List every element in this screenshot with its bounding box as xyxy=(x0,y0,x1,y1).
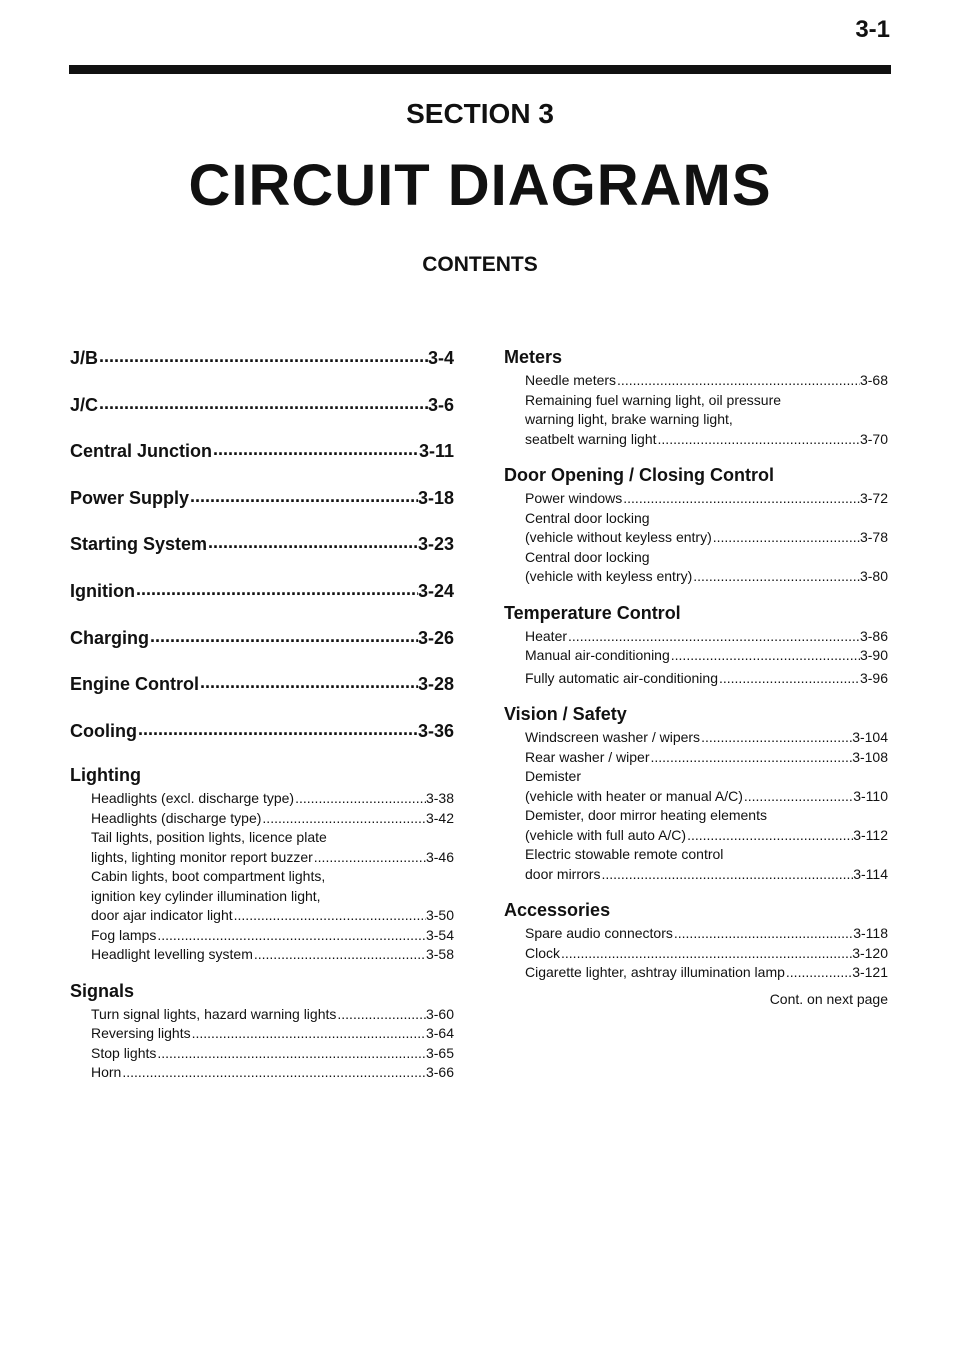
toc-entry-page: 3-96 xyxy=(859,669,888,686)
toc-sub-entry[interactable] xyxy=(91,848,454,868)
toc-sub-entry[interactable] xyxy=(525,924,888,944)
leader-dots xyxy=(253,945,426,959)
toc-entry-page: 3-60 xyxy=(425,1005,454,1022)
toc-sub-entry[interactable] xyxy=(525,826,888,846)
toc-group-heading: Door Opening / Closing Control xyxy=(504,465,774,485)
toc-sub-entry[interactable] xyxy=(525,567,888,587)
toc-entry-page: 3-66 xyxy=(425,1064,454,1081)
toc-entry-label: Headlights (discharge type) xyxy=(91,809,262,826)
toc-entry-label: lights, lighting monitor report buzzer xyxy=(91,848,313,865)
toc-sub-line: Central door locking xyxy=(525,548,650,565)
toc-entry-label: Ignition xyxy=(70,580,135,601)
toc-entry-page: 3-114 xyxy=(853,865,888,882)
leader-dots xyxy=(657,430,860,444)
toc-entry[interactable] xyxy=(70,439,454,486)
leader-dots xyxy=(156,1044,426,1058)
toc-sub-entry[interactable] xyxy=(91,1024,454,1044)
toc-sub-entry[interactable] xyxy=(525,944,888,964)
toc-sub-entry[interactable] xyxy=(91,1063,454,1083)
toc-group-heading: Meters xyxy=(504,347,563,367)
toc-entry-page: 3-80 xyxy=(859,568,888,584)
toc-entry-page: 3-68 xyxy=(859,372,888,388)
toc-group-signals xyxy=(70,981,454,1083)
toc-sub-line: Central door locking xyxy=(525,509,650,526)
toc-entry-page: 3-72 xyxy=(859,490,888,506)
toc-sub-entry[interactable] xyxy=(525,627,888,647)
toc-sub-entry[interactable] xyxy=(91,945,454,965)
toc-sub-entry[interactable] xyxy=(525,430,888,450)
leader-dots xyxy=(700,728,852,742)
leader-dots xyxy=(156,926,426,940)
page-number: 3-1 xyxy=(855,16,890,43)
leader-dots xyxy=(673,924,853,938)
toc-sub-line: Demister xyxy=(525,768,582,784)
leader-dots xyxy=(785,963,852,977)
leader-dots xyxy=(98,346,428,364)
leader-dots xyxy=(135,579,418,597)
leader-dots xyxy=(261,809,426,823)
toc-entry[interactable] xyxy=(70,346,454,393)
toc-sub-list xyxy=(525,489,888,587)
toc-entry-page: 3-70 xyxy=(859,430,888,447)
toc-entry-label: (vehicle without keyless entry) xyxy=(525,529,712,545)
toc-entry-page: 3-54 xyxy=(425,926,454,943)
toc-sub-list xyxy=(91,789,454,965)
leader-dots xyxy=(560,944,852,958)
leader-dots xyxy=(189,486,418,504)
section-title: SECTION 3 xyxy=(406,98,554,129)
toc-entry-page: 3-26 xyxy=(417,627,454,648)
toc-sub-list xyxy=(91,1005,454,1083)
toc-sub-line: Cabin lights, boot compartment lights, xyxy=(91,868,326,885)
leader-dots xyxy=(137,719,418,737)
toc-entry[interactable] xyxy=(70,626,454,673)
toc-sub-line: ignition key cylinder illumination light, xyxy=(91,887,321,904)
leader-dots xyxy=(692,567,860,581)
toc-sub-line: warning light, brake warning light, xyxy=(525,411,733,427)
toc-sub-entry[interactable] xyxy=(525,371,888,391)
toc-sub-entry[interactable] xyxy=(525,865,888,885)
toc-sub-entry[interactable] xyxy=(525,646,888,666)
toc-entry-page: 3-50 xyxy=(425,907,454,924)
toc-entry-label: Central Junction xyxy=(70,441,213,462)
toc-entry-page: 3-6 xyxy=(427,394,454,415)
leader-dots xyxy=(191,1024,426,1038)
toc-entry-label: seatbelt warning light xyxy=(525,430,657,447)
toc-entry-label: J/B xyxy=(70,348,99,368)
toc-entry-page: 3-58 xyxy=(425,946,454,963)
toc-entry-page: 3-11 xyxy=(418,441,454,462)
toc-entry[interactable] xyxy=(70,393,454,440)
toc-entry-page: 3-121 xyxy=(852,964,888,980)
toc-entry-label: Needle meters xyxy=(525,372,617,388)
toc-sub-entry[interactable] xyxy=(525,489,888,509)
toc-entry-label: (vehicle with keyless entry) xyxy=(525,568,693,584)
toc-sub-entry[interactable] xyxy=(525,748,888,768)
toc-left-column xyxy=(70,346,454,1099)
leader-dots xyxy=(98,393,428,411)
toc-sub-list xyxy=(525,627,888,689)
toc-sub-line: Demister, door mirror heating elements xyxy=(525,807,767,823)
toc-group-temperature xyxy=(504,603,888,689)
toc-entry-label: (vehicle with full auto A/C) xyxy=(525,826,687,843)
toc-entry-page: 3-90 xyxy=(859,647,888,663)
toc-entry-page: 3-24 xyxy=(417,580,454,601)
leader-dots xyxy=(650,748,853,762)
leader-dots xyxy=(212,439,419,457)
toc-sub-list xyxy=(525,371,888,449)
toc-entry-label: Fog lamps xyxy=(91,926,157,943)
toc-entry-label: Windscreen washer / wipers xyxy=(525,729,701,745)
toc-group-accessories xyxy=(504,900,888,983)
toc-entry-page: 3-110 xyxy=(853,787,888,804)
toc-entry-label: door ajar indicator light xyxy=(91,907,233,924)
toc-entry-page: 3-120 xyxy=(852,944,888,961)
document-title: CIRCUIT DIAGRAMS xyxy=(188,153,772,218)
toc-entry-page: 3-38 xyxy=(425,790,454,807)
toc-group-heading: Vision / Safety xyxy=(504,704,627,724)
toc-entry-label: Rear washer / wiper xyxy=(525,748,650,765)
leader-dots xyxy=(670,646,860,660)
toc-entry-page: 3-78 xyxy=(859,529,888,545)
toc-entry-page: 3-118 xyxy=(853,925,888,941)
leader-dots xyxy=(712,528,860,542)
toc-entry-label: Horn xyxy=(91,1064,122,1081)
toc-entry-page: 3-28 xyxy=(417,674,454,695)
toc-entry[interactable] xyxy=(70,486,454,533)
toc-entry-page: 3-104 xyxy=(852,729,888,745)
toc-entry-page: 3-46 xyxy=(425,848,454,865)
toc-entry-label: Heater xyxy=(525,627,568,644)
leader-dots xyxy=(121,1063,426,1077)
leader-dots xyxy=(199,672,418,690)
toc-entry-label: Charging xyxy=(70,627,149,648)
toc-entry-page: 3-65 xyxy=(425,1044,454,1061)
toc-entry-label: Spare audio connectors xyxy=(525,925,673,941)
contents-heading: CONTENTS xyxy=(422,253,538,276)
toc-entry-label: Clock xyxy=(525,944,561,961)
leader-dots xyxy=(718,669,860,683)
toc-entry-label: J/C xyxy=(70,394,99,415)
leader-dots xyxy=(616,371,860,385)
toc-entry-label: door mirrors xyxy=(525,865,601,882)
toc-group-lighting xyxy=(70,765,454,965)
toc-entry-label: Turn signal lights, hazard warning lights xyxy=(91,1005,337,1022)
toc-entry[interactable] xyxy=(70,672,454,719)
toc-sub-entry[interactable] xyxy=(91,1005,454,1025)
toc-sub-line: Remaining fuel warning light, oil pressure xyxy=(525,391,782,408)
toc-sub-entry[interactable] xyxy=(91,906,454,926)
toc-entry-label: Power Supply xyxy=(70,487,190,508)
leader-dots xyxy=(149,626,418,644)
toc-entry-label: Headlights (excl. discharge type) xyxy=(91,790,295,807)
toc-sub-list xyxy=(525,728,888,884)
toc-entry-label: Starting System xyxy=(70,534,208,555)
toc-entry-label: Headlight levelling system xyxy=(91,946,253,963)
toc-entry-label: Engine Control xyxy=(70,674,199,695)
toc-group-vision-safety xyxy=(504,704,888,884)
toc-sub-entry[interactable] xyxy=(525,528,888,548)
leader-dots xyxy=(207,532,418,550)
toc-entry-label: Manual air-conditioning xyxy=(525,647,670,663)
toc-entry[interactable] xyxy=(70,719,454,766)
toc-entry[interactable] xyxy=(70,532,454,579)
toc-entry-page: 3-112 xyxy=(853,826,888,843)
leader-dots xyxy=(600,865,853,879)
toc-sub-entry[interactable] xyxy=(91,1044,454,1064)
toc-sub-line: Tail lights, position lights, licence plate xyxy=(91,829,327,846)
toc-entry-page: 3-64 xyxy=(425,1025,454,1042)
toc-sub-entry[interactable] xyxy=(91,926,454,946)
toc-entry[interactable] xyxy=(70,579,454,626)
toc-sub-entry[interactable] xyxy=(91,809,454,829)
continued-note: Cont. on next page xyxy=(769,990,888,1007)
toc-group-door-control xyxy=(504,465,888,587)
leader-dots xyxy=(686,826,853,840)
leader-dots xyxy=(622,489,860,503)
toc-group-heading: Signals xyxy=(70,980,135,1001)
toc-sub-entry[interactable] xyxy=(525,963,888,983)
leader-dots xyxy=(743,787,853,801)
toc-entry-label: Stop lights xyxy=(91,1044,157,1061)
leader-dots xyxy=(567,627,860,641)
toc-sub-entry[interactable] xyxy=(91,789,454,809)
toc-sub-list xyxy=(525,924,888,983)
toc-entry-page: 3-4 xyxy=(427,348,454,368)
toc-entry-label: Cooling xyxy=(70,720,137,741)
toc-entry-label: Reversing lights xyxy=(91,1025,191,1042)
toc-entry-label: Cigarette lighter, ashtray illumination lamp xyxy=(525,964,785,980)
header-rule xyxy=(69,65,891,74)
toc-entry-label: Power windows xyxy=(525,490,623,506)
leader-dots xyxy=(294,789,426,803)
toc-entry-page: 3-108 xyxy=(852,748,888,765)
leader-dots xyxy=(233,906,426,920)
toc-entry-page: 3-36 xyxy=(417,720,454,741)
toc-entry-page: 3-23 xyxy=(417,534,454,555)
toc-entry-page: 3-42 xyxy=(425,809,454,826)
toc-sub-entry[interactable] xyxy=(525,669,888,689)
toc-entry-label: Fully automatic air-conditioning xyxy=(525,669,718,686)
toc-group-heading: Temperature Control xyxy=(504,602,681,623)
leader-dots xyxy=(336,1005,426,1019)
toc-entry-label: (vehicle with heater or manual A/C) xyxy=(525,787,743,804)
toc-group-meters xyxy=(504,347,888,449)
toc-entry-page: 3-18 xyxy=(417,487,454,508)
toc-sub-entry[interactable] xyxy=(525,728,888,748)
toc-entry-page: 3-86 xyxy=(859,627,888,644)
toc-right-column xyxy=(504,347,888,1007)
toc-group-heading: Lighting xyxy=(70,765,141,786)
leader-dots xyxy=(313,848,426,862)
toc-group-heading: Accessories xyxy=(504,900,611,920)
toc-sub-entry[interactable] xyxy=(525,787,888,807)
toc-sub-line: Electric stowable remote control xyxy=(525,846,724,862)
